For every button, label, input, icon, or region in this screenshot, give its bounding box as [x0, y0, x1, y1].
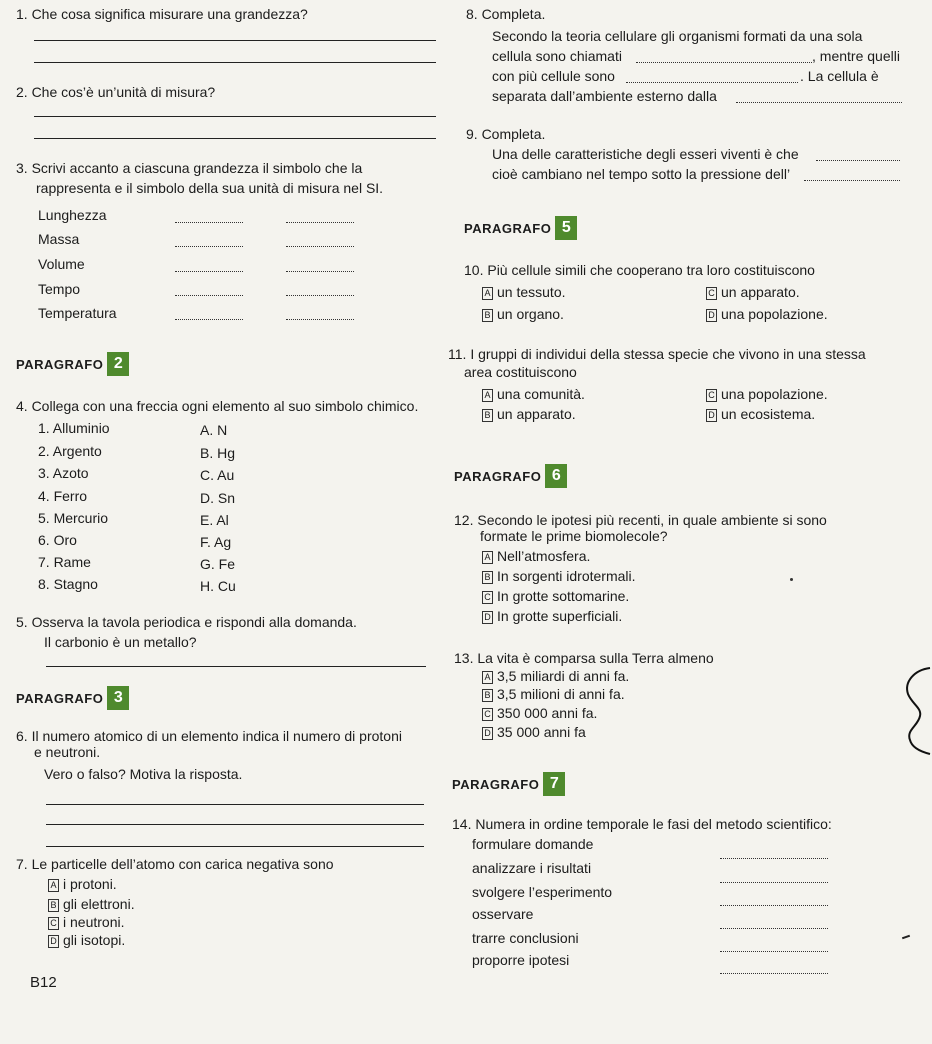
q4-element[interactable]: 8. Stagno	[38, 576, 98, 592]
q12-line-1: 12. Secondo le ipotesi più recenti, in quale ambiente si sono	[454, 512, 827, 528]
q10-option-c[interactable]	[706, 284, 800, 300]
q14-text: 14. Numera in ordine temporale le fasi del metodo scientifico:	[452, 816, 832, 832]
q3-item-massa: Massa	[38, 231, 80, 247]
option-key-box: C	[48, 917, 59, 930]
q14-order-blank[interactable]	[720, 928, 828, 929]
q14-step: formulare domande	[472, 836, 594, 852]
q13-option-b[interactable]	[482, 686, 625, 702]
q8-blank-3[interactable]	[736, 102, 902, 103]
option-key-box: A	[48, 879, 59, 892]
section-number: 6	[545, 464, 567, 488]
q5-line-2: Il carbonio è un metallo?	[44, 634, 197, 650]
q12-line-2: formate le prime biomolecole?	[480, 528, 668, 544]
option-text: In grotte sottomarine.	[497, 588, 630, 604]
q3-line-1: 3. Scrivi accanto a ciascuna grandezza il simbolo che la	[16, 160, 363, 176]
option-key-box: A	[482, 287, 493, 300]
q5-answer-line[interactable]	[46, 666, 426, 667]
option-text: un tessuto.	[497, 284, 566, 300]
q2-text: 2. Che cos’è un’unità di misura?	[16, 84, 216, 100]
q8-title: 8. Completa.	[466, 6, 546, 22]
q3-item-volume: Volume	[38, 256, 85, 272]
q3-item-tempo: Tempo	[38, 281, 81, 297]
q14-order-blank[interactable]	[720, 882, 828, 883]
q12-option-b[interactable]	[482, 568, 636, 584]
q13-option-d[interactable]	[482, 724, 586, 740]
option-text: In sorgenti idrotermali.	[497, 568, 636, 584]
q14-step: osservare	[472, 906, 534, 922]
option-key-box: C	[482, 591, 493, 604]
q8-line-3b: . La cellula è	[800, 68, 879, 84]
q1-text: 1. Che cosa significa misurare una grandezza?	[16, 6, 308, 22]
option-text: Nell’atmosfera.	[497, 548, 591, 564]
q10-option-a[interactable]	[482, 284, 566, 300]
option-key-box: C	[706, 287, 717, 300]
q14-order-blank[interactable]	[720, 973, 828, 974]
q7-option-b[interactable]	[48, 896, 135, 912]
q7-option-c[interactable]	[48, 914, 124, 930]
option-key-box: B	[482, 409, 493, 422]
section-heading-5	[464, 216, 577, 240]
q4-symbol[interactable]: A. N	[200, 422, 228, 438]
q11-option-b[interactable]	[482, 406, 576, 422]
option-text: 350 000 anni fa.	[497, 705, 598, 721]
q3-unit-blank[interactable]	[286, 222, 354, 223]
q3-symbol-blank[interactable]	[175, 222, 243, 223]
q12-option-a[interactable]	[482, 548, 590, 564]
pencil-dot	[790, 578, 793, 581]
q6-answer-line-3[interactable]	[46, 846, 424, 847]
q9-blank-1[interactable]	[816, 160, 900, 161]
q11-line-1: 11. I gruppi di individui della stessa specie che vivono in una stessa	[448, 346, 866, 362]
q3-symbol-blank[interactable]	[175, 246, 243, 247]
q13-option-c[interactable]	[482, 705, 597, 721]
option-key-box: D	[482, 611, 493, 624]
q14-step: proporre ipotesi	[472, 952, 570, 968]
q8-blank-1[interactable]	[636, 62, 812, 63]
q4-symbol[interactable]: B. Hg	[200, 445, 236, 461]
option-key-box: B	[482, 689, 493, 702]
q11-option-a[interactable]	[482, 386, 585, 402]
section-label: PARAGRAFO	[16, 690, 104, 706]
q2-answer-line-2[interactable]	[34, 138, 436, 139]
q9-line-2: cioè cambiano nel tempo sotto la pressione dell’	[492, 166, 791, 182]
q4-text: 4. Collega con una freccia ogni elemento al suo simbolo chimico.	[16, 398, 419, 414]
section-heading-2	[16, 352, 129, 376]
section-heading-7	[452, 772, 565, 796]
q6-answer-line-2[interactable]	[46, 824, 424, 825]
option-text: gli elettroni.	[63, 896, 135, 912]
q8-line-2b: , mentre quelli	[812, 48, 900, 64]
q14-step: analizzare i risultati	[472, 860, 592, 876]
q5-line-1: 5. Osserva la tavola periodica e rispondi alla domanda.	[16, 614, 357, 630]
q12-option-d[interactable]	[482, 608, 622, 624]
q11-line-2: area costituiscono	[464, 364, 577, 380]
q9-line-1: Una delle caratteristiche degli esseri viventi è che	[492, 146, 799, 162]
q7-option-a[interactable]	[48, 876, 117, 892]
q4-symbol[interactable]: H. Cu	[200, 578, 236, 594]
q6-line-3: Vero o falso? Motiva la risposta.	[44, 766, 243, 782]
q2-answer-line-1[interactable]	[34, 116, 436, 117]
option-text: un ecosistema.	[721, 406, 816, 422]
option-key-box: D	[482, 727, 493, 740]
section-heading-6	[454, 464, 567, 488]
q14-order-blank[interactable]	[720, 905, 828, 906]
option-key-box: B	[482, 309, 493, 322]
option-key-box: B	[48, 899, 59, 912]
section-number: 3	[107, 686, 129, 710]
q8-line-1: Secondo la teoria cellulare gli organismi formati da una sola	[492, 28, 863, 44]
q4-element[interactable]: 2. Argento	[38, 443, 102, 459]
q4-symbol[interactable]: E. Al	[200, 512, 229, 528]
q8-line-3a: con più cellule sono	[492, 68, 615, 84]
q4-element[interactable]: 3. Azoto	[38, 465, 89, 481]
option-key-box: B	[482, 571, 493, 584]
q14-order-blank[interactable]	[720, 858, 828, 859]
q4-element[interactable]: 1. Alluminio	[38, 420, 110, 436]
option-key-box: C	[482, 708, 493, 721]
q8-line-4: separata dall’ambiente esterno dalla	[492, 88, 717, 104]
q6-answer-line-1[interactable]	[46, 804, 424, 805]
q3-symbol-blank[interactable]	[175, 295, 243, 296]
q3-symbol-blank[interactable]	[175, 319, 243, 320]
option-text: In grotte superficiali.	[497, 608, 623, 624]
option-text: 3,5 milioni di anni fa.	[497, 686, 625, 702]
option-text: i neutroni.	[63, 914, 125, 930]
q7-option-d[interactable]	[48, 932, 125, 948]
q4-element[interactable]: 6. Oro	[38, 532, 77, 548]
q4-symbol[interactable]: F. Ag	[200, 534, 232, 550]
q3-unit-blank[interactable]	[286, 295, 354, 296]
q4-symbol[interactable]: G. Fe	[200, 556, 236, 572]
option-text: 3,5 miliardi di anni fa.	[497, 668, 630, 684]
q8-line-2a: cellula sono chiamati	[492, 48, 622, 64]
q3-unit-blank[interactable]	[286, 246, 354, 247]
q9-title: 9. Completa.	[466, 126, 546, 142]
q11-option-d[interactable]	[706, 406, 815, 422]
q13-text: 13. La vita è comparsa sulla Terra almeno	[454, 650, 714, 666]
q10-text: 10. Più cellule simili che cooperano tra loro costituiscono	[464, 262, 815, 278]
option-text: i protoni.	[63, 876, 117, 892]
option-text: una popolazione.	[721, 386, 828, 402]
option-key-box: C	[706, 389, 717, 402]
section-label: PARAGRAFO	[16, 356, 104, 372]
section-label: PARAGRAFO	[452, 776, 540, 792]
q9-blank-2[interactable]	[804, 180, 900, 181]
section-heading-3	[16, 686, 129, 710]
option-key-box: D	[48, 935, 59, 948]
section-label: PARAGRAFO	[454, 468, 542, 484]
q10-option-d[interactable]	[706, 306, 828, 322]
section-number: 5	[555, 216, 577, 240]
q14-step: svolgere l’esperimento	[472, 884, 613, 900]
option-text: gli isotopi.	[63, 932, 126, 948]
q12-option-c[interactable]	[482, 588, 629, 604]
q3-item-temperatura: Temperatura	[38, 305, 117, 321]
option-key-box: A	[482, 671, 493, 684]
q6-line-2: e neutroni.	[34, 744, 101, 760]
q4-symbol[interactable]: D. Sn	[200, 490, 236, 506]
option-text: un organo.	[497, 306, 564, 322]
option-key-box: D	[706, 309, 717, 322]
option-text: 35 000 anni fa	[497, 724, 586, 740]
q13-option-a[interactable]	[482, 668, 629, 684]
q14-order-blank[interactable]	[720, 951, 828, 952]
section-number: 2	[107, 352, 129, 376]
option-key-box: A	[482, 389, 493, 402]
q6-line-1: 6. Il numero atomico di un elemento indica il numero di protoni	[16, 728, 402, 744]
q4-element[interactable]: 4. Ferro	[38, 488, 88, 504]
page-number: B12	[30, 974, 57, 991]
option-text: una popolazione.	[721, 306, 828, 322]
option-text: un apparato.	[721, 284, 800, 300]
q4-symbol[interactable]: C. Au	[200, 467, 235, 483]
hand-drawn-bracket	[884, 664, 932, 756]
pencil-mark	[902, 935, 910, 940]
option-key-box: A	[482, 551, 493, 564]
option-key-box: D	[706, 409, 717, 422]
option-text: un apparato.	[497, 406, 576, 422]
q3-unit-blank[interactable]	[286, 271, 354, 272]
q4-element[interactable]: 5. Mercurio	[38, 510, 109, 526]
q1-answer-line-1[interactable]	[34, 40, 436, 41]
q1-answer-line-2[interactable]	[34, 62, 436, 63]
q14-step: trarre conclusioni	[472, 930, 579, 946]
option-text: una comunità.	[497, 386, 585, 402]
q4-element[interactable]: 7. Rame	[38, 554, 91, 570]
q11-option-c[interactable]	[706, 386, 828, 402]
section-number: 7	[543, 772, 565, 796]
section-label: PARAGRAFO	[464, 220, 552, 236]
q10-option-b[interactable]	[482, 306, 564, 322]
q3-line-2: rappresenta e il simbolo della sua unità di misura nel SI.	[36, 180, 384, 196]
q3-unit-blank[interactable]	[286, 319, 354, 320]
q7-text: 7. Le particelle dell’atomo con carica negativa sono	[16, 856, 334, 872]
q8-blank-2[interactable]	[626, 82, 798, 83]
q3-symbol-blank[interactable]	[175, 271, 243, 272]
q3-item-lunghezza: Lunghezza	[38, 207, 107, 223]
